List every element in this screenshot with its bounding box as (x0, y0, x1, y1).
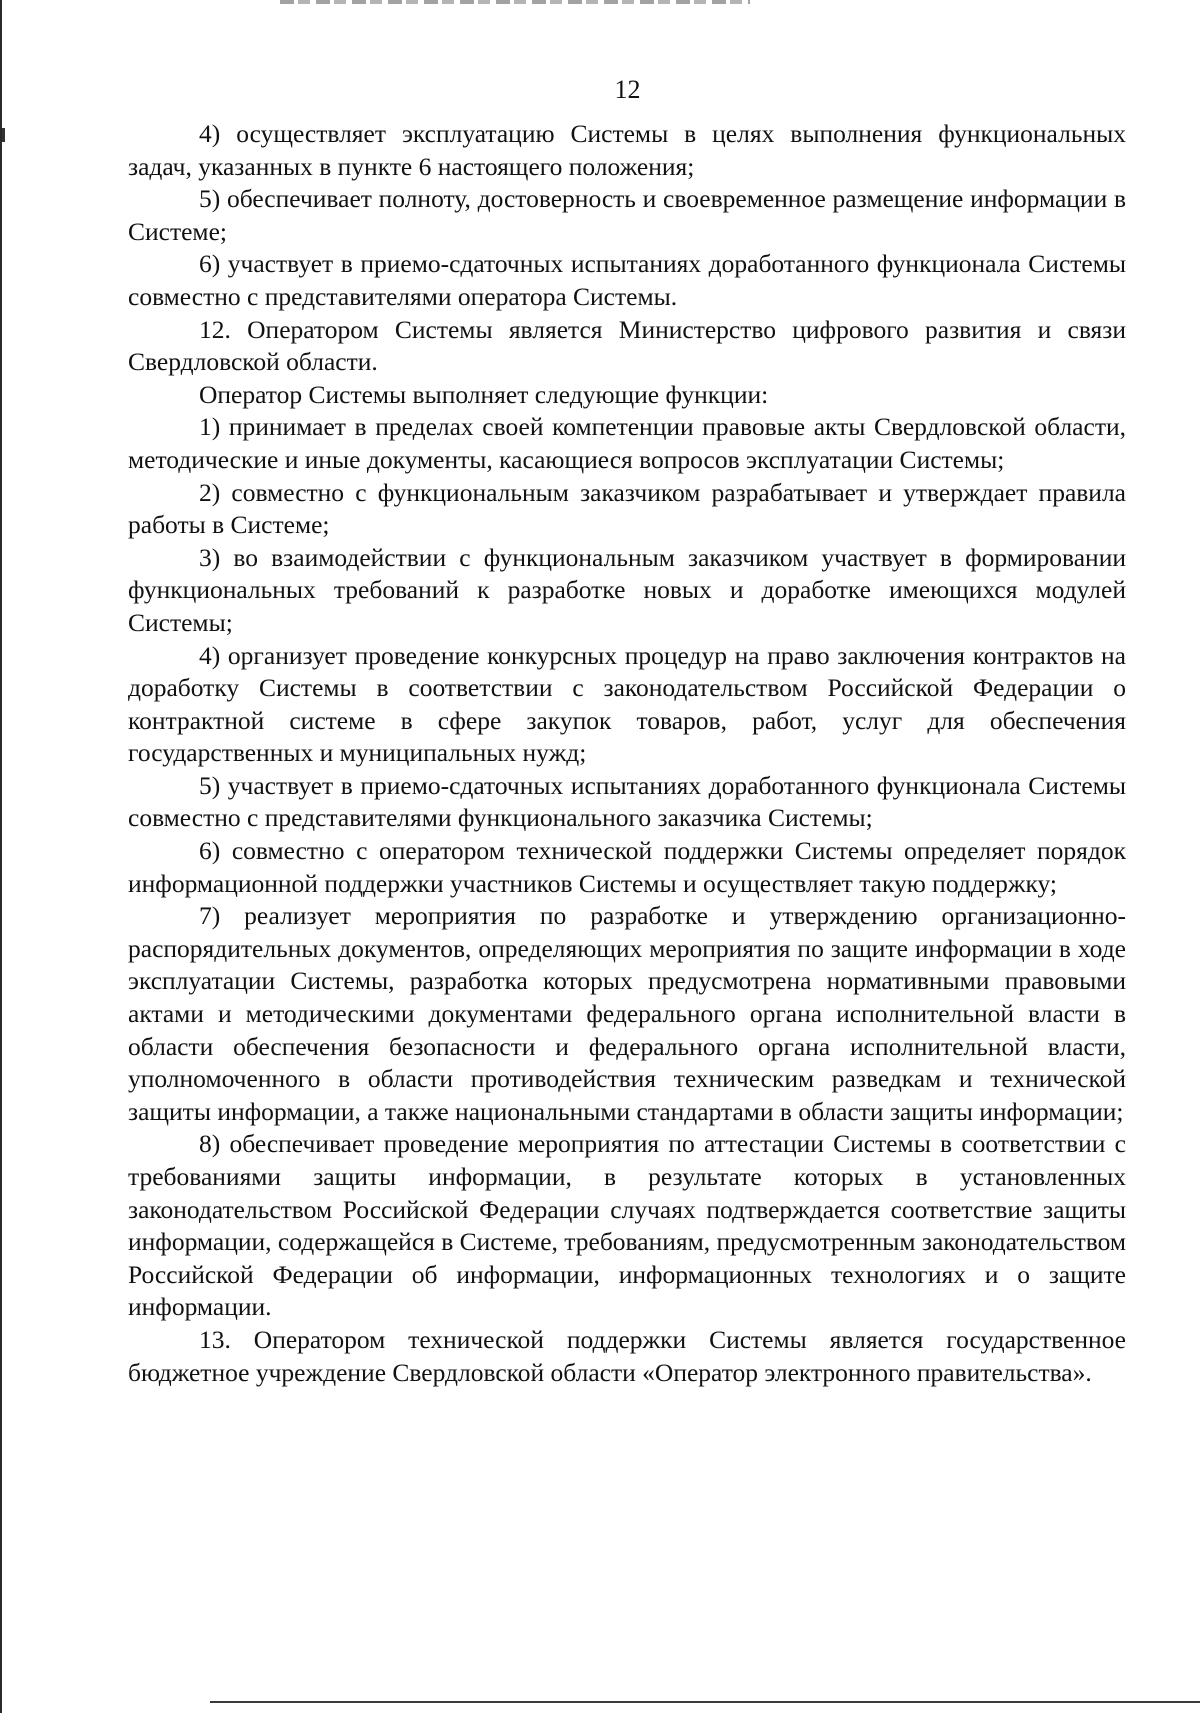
scan-left-edge (0, 0, 2, 1713)
scan-edge-mark (2, 128, 5, 142)
document-body (128, 118, 1126, 1389)
paragraph-operator-item-3: 3) во взаимодействии с функциональным заказчиком участвует в формировании функциональных требований к разработке новых и доработке имеющихся модулей Системы; (128, 542, 1126, 637)
paragraph-clause-12: 12. Оператором Системы является Министерство цифрового развития и связи Свердловской области. (128, 314, 1126, 377)
scan-top-artifact (280, 0, 750, 4)
paragraph-item-5-completeness: 5) обеспечивает полноту, достоверность и своевременное размещение информации в Системе; (128, 184, 1126, 246)
paragraph-operator-functions-intro: Оператор Системы выполняет следующие функции: (199, 379, 769, 409)
paragraph-operator-item-7: 7) реализует мероприятия по разработке и утверждению организационно-распорядительных документов, определяющих мероприятия по защите информации в ходе эксплуатации Системы, разработка которых предусмотрена нормативными правовыми актами и методическими документами федерального органа исполнительной власти в области обеспечения безопасности и федерального органа исполнительной власти, уполномоченного в области противодействия техническим разведкам и технической защиты информации, а также национальными стандартами в области защиты информации; (128, 901, 1126, 1126)
page-number: 12 (614, 75, 641, 104)
paragraph-item-6-acceptance-tests: 6) участвует в приемо-сдаточных испытаниях доработанного функционала Системы совместно с представителями оператора Системы. (128, 249, 1126, 311)
paragraph-operator-item-2: 2) совместно с функциональным заказчиком разрабатывает и утверждает правила работы в Системе; (128, 477, 1126, 540)
paragraph-operator-item-1: 1) принимает в пределах своей компетенции правовые акты Свердловской области, методические и иные документы, касающиеся вопросов эксплуатации Системы; (128, 412, 1126, 474)
scan-bottom-line (210, 1701, 1200, 1703)
paragraph-operator-item-4: 4) организует проведение конкурсных процедур на право заключения контрактов на доработку Системы в соответствии с законодательством Российской Федерации о контрактной системе в сфере закупок товаров, работ, услуг для обеспечения государственных и муниципальных нужд; (128, 640, 1126, 768)
paragraph-operator-item-6: 6) совместно с оператором технической поддержки Системы определяет порядок информационной поддержки участников Системы и осуществляет такую поддержку; (128, 836, 1126, 898)
paragraph-item-4-operate: 4) осуществляет эксплуатацию Системы в целях выполнения функциональных задач, указанных в пункте 6 настоящего положения; (128, 119, 1126, 181)
paragraph-operator-item-5: 5) участвует в приемо-сдаточных испытаниях доработанного функционала Системы совместно с представителями функционального заказчика Системы; (128, 770, 1126, 833)
paragraph-operator-item-8: 8) обеспечивает проведение мероприятия по аттестации Системы в соответствии с требованиями защиты информации, в результате которых в установленных законодательством Российской Федерации случаях подтверждается соответствие защиты информации, содержащейся в Системе, требованиям, предусмотренным законодательством Российской Федерации об информации, информационных технологиях и о защите информации. (128, 1129, 1126, 1322)
paragraph-clause-13: 13. Оператором технической поддержки Системы является государственное бюджетное учреждение Свердловской области «Оператор электронного правительства». (128, 1324, 1126, 1387)
